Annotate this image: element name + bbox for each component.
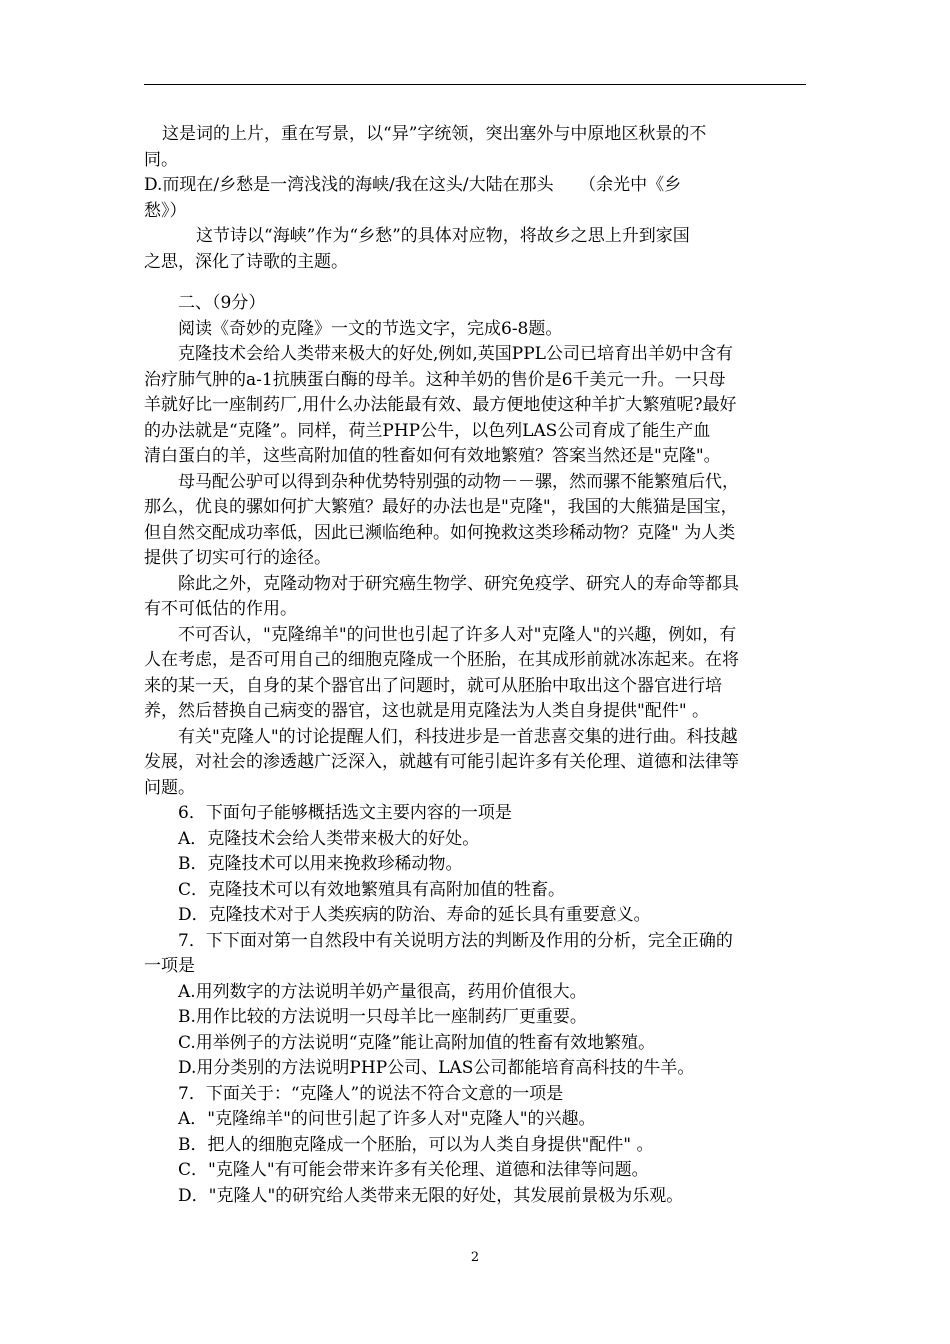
paragraph-line: 发展，对社会的渗透越广泛深入，就越有可能引起许多有关伦理、道德和法律等 xyxy=(144,752,739,772)
commentary-line: 之思，深化了诗歌的主题。 xyxy=(144,251,348,272)
passage xyxy=(144,342,806,801)
option-d-line: D.而现在/乡愁是一湾浅浅的海峡/我在这头/大陆在那头 （余光中《乡 xyxy=(144,175,682,195)
question-option: B.用作比较的方法说明一只母羊比一座制药厂更重要。 xyxy=(178,1007,587,1027)
commentary-line: 这是词的上片，重在写景，以“异”字统领，突出塞外与中原地区秋景的不 xyxy=(162,124,707,144)
question-stem: 7．下下面对第一自然段中有关说明方法的判断及作用的分析，完全正确的 xyxy=(178,930,733,951)
page-number: 2 xyxy=(470,1250,480,1265)
question-7b xyxy=(144,1082,806,1210)
document-body xyxy=(144,122,806,1209)
paragraph xyxy=(144,470,806,572)
question-stem: 一项是 xyxy=(144,956,195,976)
question-option: C．"克隆人"有可能会带来许多有关伦理、道德和法律等问题。 xyxy=(178,1160,649,1180)
paragraph xyxy=(144,342,806,470)
option-d-line: 愁》） xyxy=(144,200,187,221)
paragraph-line: 羊就好比一座制药厂,用什么办法能最有效、最方便地使这种羊扩大繁殖呢?最好 xyxy=(144,395,737,415)
paragraph-line: 问题。 xyxy=(144,777,195,798)
question-stem: 6．下面句子能够概括选文主要内容的一项是 xyxy=(178,803,512,823)
question-7a xyxy=(144,929,806,1082)
paragraph xyxy=(144,725,806,802)
paragraph-line: 但自然交配成功率低，因此已濒临绝种。如何挽救这类珍稀动物？克隆" 为人类 xyxy=(144,522,736,543)
paragraph-line: 治疗肺气肿的a-1抗胰蛋白酶的母羊。这种羊奶的售价是6千美元一升。一只母 xyxy=(144,369,726,390)
question-option: D.用分类别的方法说明PHP公司、LAS公司都能培育高科技的牛羊。 xyxy=(178,1058,695,1078)
paragraph-line: 养，然后替换自己病变的器官，这也就是用克隆法为人类自身提供"配件" 。 xyxy=(144,701,710,721)
paragraph-line: 提供了切实可行的途径。 xyxy=(144,548,331,568)
question-option: A．"克隆绵羊"的问世引起了许多人对"克隆人"的兴趣。 xyxy=(178,1109,596,1129)
section-two xyxy=(144,291,806,1209)
paragraph-line: 的办法就是“克隆”。同样，荷兰PHP公牛，以色列LAS公司育成了能生产血 xyxy=(144,420,711,441)
paragraph-line: 来的某一天，自身的某个器官出了问题时，就可从胚胎中取出这个器官进行培 xyxy=(144,675,722,696)
paragraph-line: 除此之外，克隆动物对于研究癌生物学、研究免疫学、研究人的寿命等都具 xyxy=(178,573,739,594)
paragraph xyxy=(144,623,806,725)
top-block xyxy=(144,122,806,275)
question-option: C．克隆技术可以有效地繁殖具有高附加值的牲畜。 xyxy=(178,879,566,900)
paragraph-line: 那么，优良的骡如何扩大繁殖？最好的办法也是"克隆"，我国的大熊猫是国宝， xyxy=(144,497,738,517)
header-rule xyxy=(144,84,806,85)
question-option: B．把人的细胞克隆成一个胚胎，可以为人类自身提供"配件" 。 xyxy=(178,1134,654,1155)
paragraph-line: 有关"克隆人"的讨论提醒人们，科技进步是一首悲喜交集的进行曲。科技越 xyxy=(178,726,738,747)
question-6 xyxy=(144,801,806,929)
section-instruction: 阅读《奇妙的克隆》一文的节选文字，完成6-8题。 xyxy=(178,318,563,339)
question-option: D．"克隆人"的研究给人类带来无限的好处，其发展前景极为乐观。 xyxy=(178,1185,684,1206)
paragraph-line: 母马配公驴可以得到杂种优势特别强的动物－－骡，然而骡不能繁殖后代， xyxy=(178,471,739,492)
paragraph-line: 人在考虑，是否可用自己的细胞克隆成一个胚胎，在其成形前就冰冻起来。在将 xyxy=(144,650,739,670)
section-heading: 二、（9分） xyxy=(178,293,266,313)
commentary-line: 这节诗以“海峡”作为“乡愁”的具体对应物，将故乡之思上升到家国 xyxy=(196,226,690,246)
paragraph-line: 克隆技术会给人类带来极大的好处,例如,英国PPL公司已培育出羊奶中含有 xyxy=(178,344,733,364)
paragraph-line: 有不可低估的作用。 xyxy=(144,599,297,619)
question-option: A.用列数字的方法说明羊奶产量很高，药用价值很大。 xyxy=(178,981,587,1002)
paragraph-line: 清白蛋白的羊，这些高附加值的牲畜如何有效地繁殖？答案当然还是"克隆"。 xyxy=(144,446,721,466)
paragraph xyxy=(144,572,806,623)
question-stem: 7．下面关于：“克隆人”的说法不符合文意的一项是 xyxy=(178,1083,564,1104)
commentary-line: 同。 xyxy=(144,149,178,170)
question-option: B．克隆技术可以用来挽救珍稀动物。 xyxy=(178,854,463,874)
question-option: D．克隆技术对于人类疾病的防治、寿命的延长具有重要意义。 xyxy=(178,905,651,925)
paragraph-line: 不可否认，"克隆绵羊"的问世也引起了许多人对"克隆人"的兴趣，例如，有 xyxy=(178,624,737,645)
question-option: C.用举例子的方法说明“克隆”能让高附加值的牲畜有效地繁殖。 xyxy=(178,1032,656,1053)
question-option: A．克隆技术会给人类带来极大的好处。 xyxy=(178,828,480,849)
